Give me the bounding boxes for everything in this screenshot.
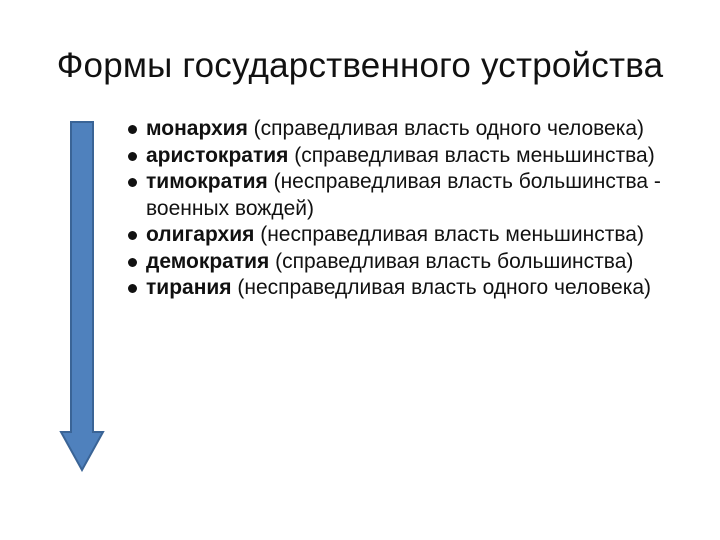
item-term: тирания [146,276,232,299]
down-arrow-shape [61,122,103,470]
list-item-democracy [126,249,706,276]
list-item-oligarchy [126,222,706,249]
forms-list [126,116,706,302]
list-item-timocracy [126,169,706,222]
bullet-icon [128,178,137,187]
list-item-aristocracy [126,143,706,170]
bullet-icon [128,284,137,293]
item-term: аристократия [146,143,289,167]
bullet-icon [128,258,137,267]
bullet-icon [128,231,137,240]
item-term: монархия [146,117,248,140]
down-arrow-icon [58,120,106,472]
list-item-tyranny [126,275,706,302]
item-term: демократия [146,249,270,273]
item-description: (несправедливая власть большинства - военных вождей) [146,170,661,220]
item-description: (справедливая власть большинства) [269,249,634,273]
bullet-icon [128,125,137,134]
item-description: (несправедливая власть меньшинства) [254,223,644,246]
slide-title: Формы государственного устройства [56,46,664,85]
item-description: (несправедливая власть одного человека) [231,276,652,299]
bullet-icon [128,152,137,161]
list-item-monarchy [126,116,706,143]
item-description: (справедливая власть одного человека) [247,117,645,140]
item-description: (справедливая власть меньшинства) [288,143,655,167]
item-term: олигархия [146,223,255,246]
item-term: тимократия [146,170,268,193]
